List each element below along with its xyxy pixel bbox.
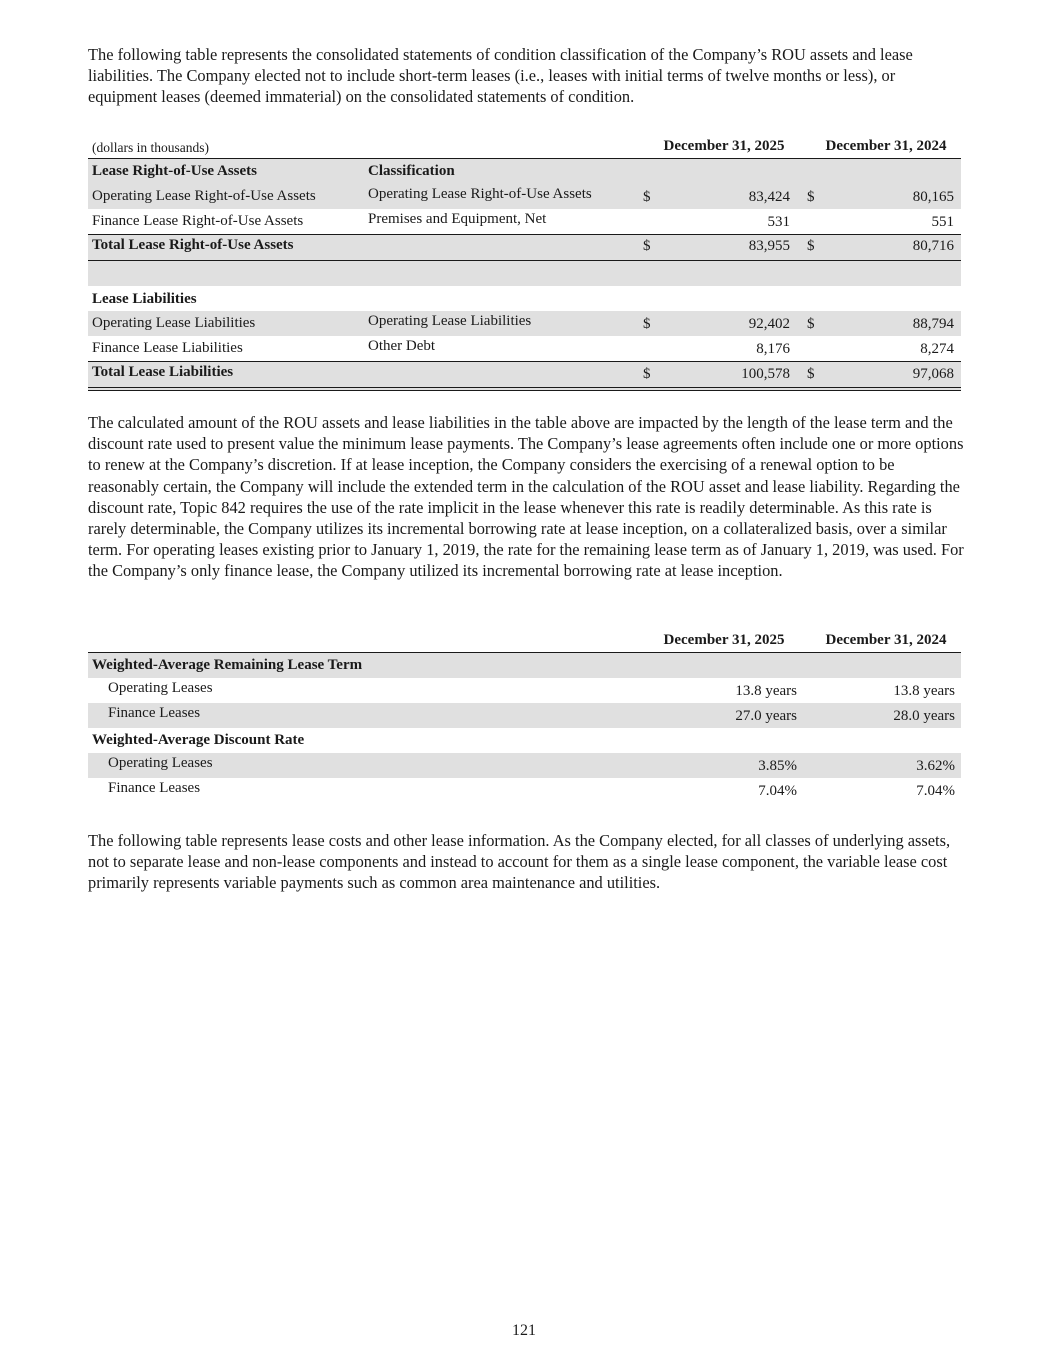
row-label: Operating Leases (108, 680, 213, 696)
value-2025: 27.0 years (735, 708, 797, 724)
rate-header-label: Weighted-Average Discount Rate (92, 732, 305, 748)
rou-assets-liabilities-table (88, 136, 961, 391)
classification-header: Classification (368, 163, 455, 179)
row-label: Finance Leases (108, 705, 201, 721)
value-2024: 80,165 (912, 189, 954, 205)
currency-symbol: $ (807, 238, 815, 254)
assets-total-row (88, 234, 961, 261)
liabilities-section-header (88, 286, 961, 311)
rate-section-header (88, 728, 961, 753)
column-header-2024: December 31, 2024 (825, 632, 947, 648)
table-row (88, 311, 961, 336)
row-label: Operating Leases (108, 755, 213, 771)
value-2025: 531 (767, 214, 790, 230)
row-label: Finance Leases (108, 780, 201, 796)
value-2025: 92,402 (748, 316, 790, 332)
row-label: Finance Lease Right-of-Use Assets (92, 213, 304, 229)
unit-label: (dollars in thousands) (92, 140, 209, 155)
currency-symbol: $ (643, 189, 651, 205)
page-number: 121 (512, 1322, 536, 1339)
term-header-label: Weighted-Average Remaining Lease Term (92, 657, 363, 673)
value-2025: 8,176 (756, 341, 790, 357)
total-value-2025: 100,578 (741, 366, 790, 382)
value-2025: 83,424 (748, 189, 790, 205)
intro-paragraph: The following table represents the consolidated statements of condition classification of the Company’s ROU assets and lease liabilities. The Company elected not to include short-term leases (i.e., leases with initial terms of twelve months or less), or equipment leases (deemed immaterial) on the consolidated statements of condition. (88, 45, 913, 107)
total-value-2025: 83,955 (748, 238, 790, 254)
column-header-2025: December 31, 2025 (663, 138, 785, 154)
total-label: Total Lease Right-of-Use Assets (92, 237, 294, 253)
column-header-2025: December 31, 2025 (663, 632, 785, 648)
column-header-2024: December 31, 2024 (825, 138, 947, 154)
row-classification: Operating Lease Right-of-Use Assets (368, 186, 592, 202)
currency-symbol: $ (807, 366, 815, 382)
row-classification: Operating Lease Liabilities (368, 313, 532, 329)
value-2024: 8,274 (920, 341, 954, 357)
assets-section-header (88, 159, 961, 184)
row-classification: Other Debt (368, 338, 436, 354)
value-2024: 28.0 years (893, 708, 955, 724)
table-header-row (88, 136, 961, 159)
value-2025: 7.04% (758, 783, 797, 799)
table-row (88, 778, 961, 803)
table-row (88, 336, 961, 361)
currency-symbol: $ (643, 238, 651, 254)
total-value-2024: 80,716 (912, 238, 954, 254)
term-section-header (88, 653, 961, 678)
currency-symbol: $ (807, 316, 815, 332)
currency-symbol: $ (643, 316, 651, 332)
value-2024: 3.62% (916, 758, 955, 774)
currency-symbol: $ (643, 366, 651, 382)
table-row (88, 678, 961, 703)
table-row (88, 209, 961, 234)
row-classification: Premises and Equipment, Net (368, 211, 547, 227)
middle-paragraph: The calculated amount of the ROU assets and lease liabilities in the table above are impacted by the length of the lease term and the discount rate used to present value the minimum lease payments. The Company’s lease agreements often include one or more options to renew at the Company’s discretion. If at lease inception, the Company considers the exercising of a renewal option to be reasonably certain, the Company will include the extended term in the calculation of the ROU asset and lease liability. Regarding the discount rate, Topic 842 requires the use of the rate implicit in the lease whenever this rate is readily determinable. As this rate is rarely determinable, the Company utilizes its incremental borrowing rate at lease inception, on a collateralized basis, over a similar term. For operating leases existing prior to January 1, 2019, the rate for the remaining lease term as of January 1, 2019, was used. For the Company’s only finance lease, the Company utilized its incremental borrowing rate at lease inception. (88, 413, 964, 581)
row-label: Finance Lease Liabilities (92, 340, 243, 356)
row-label: Operating Lease Right-of-Use Assets (92, 188, 316, 204)
value-2024: 13.8 years (893, 683, 955, 699)
spacer-row (88, 261, 961, 286)
table-header-row (88, 632, 961, 653)
row-label: Operating Lease Liabilities (92, 315, 256, 331)
table-row (88, 703, 961, 728)
total-value-2024: 97,068 (912, 366, 954, 382)
value-2024: 88,794 (912, 316, 954, 332)
liabilities-total-row (88, 361, 961, 391)
lease-term-rate-table (88, 632, 961, 803)
value-2024: 7.04% (916, 783, 955, 799)
currency-symbol: $ (807, 189, 815, 205)
assets-header-label: Lease Right-of-Use Assets (92, 163, 257, 179)
total-label: Total Lease Liabilities (92, 364, 234, 380)
value-2025: 13.8 years (735, 683, 797, 699)
value-2025: 3.85% (758, 758, 797, 774)
liabilities-header-label: Lease Liabilities (92, 291, 197, 307)
closing-paragraph: The following table represents lease costs and other lease information. As the Company elected, for all classes of underlying assets, not to separate lease and non-lease components and instead to account for them as a single lease component, the variable lease cost primarily represents variable payments such as common area maintenance and utilities. (88, 831, 951, 893)
table-row (88, 184, 961, 209)
value-2024: 551 (931, 214, 954, 230)
table-row (88, 753, 961, 778)
